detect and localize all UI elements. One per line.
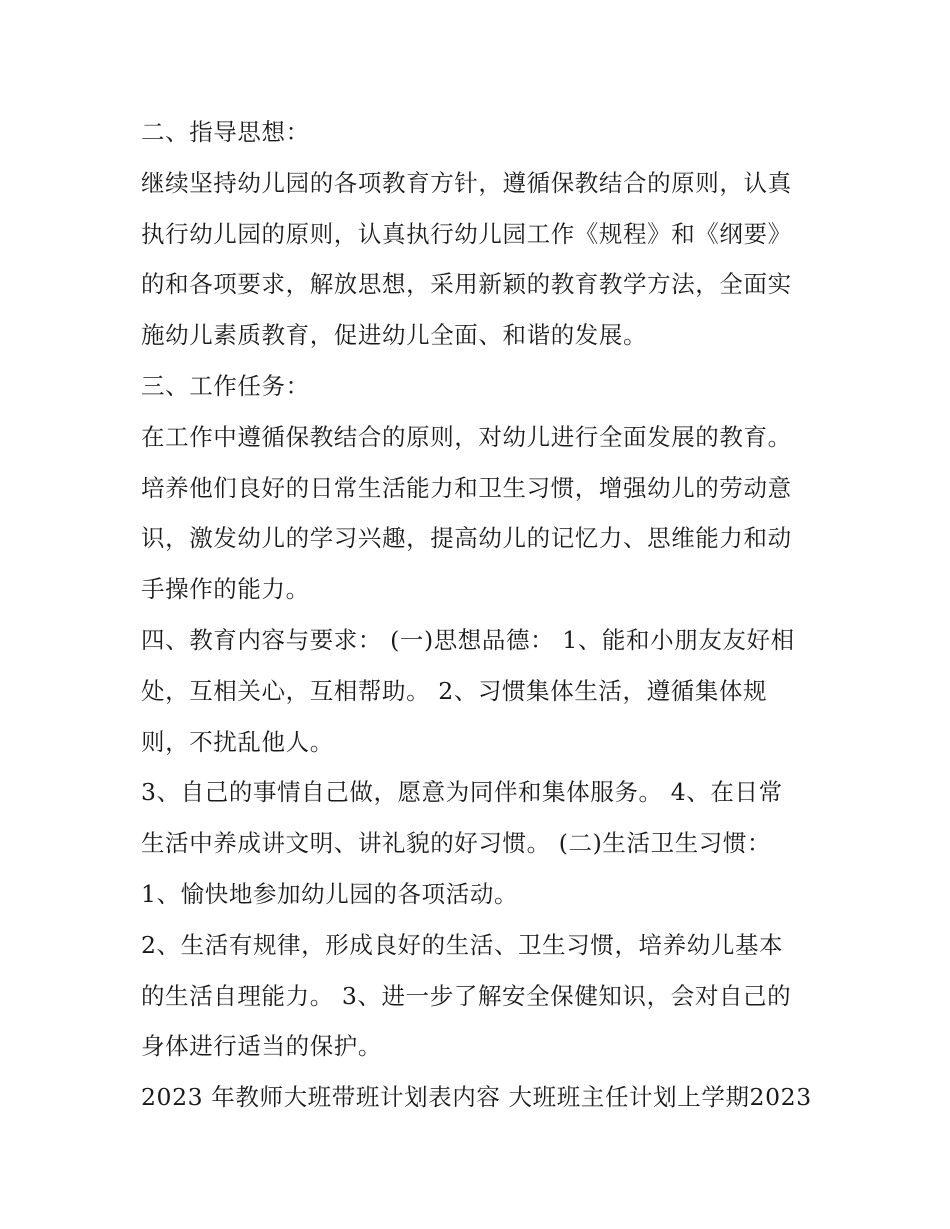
paragraph-line: 生活中养成讲文明、讲礼貌的好习惯。 (二)生活卫生习惯： [141,829,772,858]
paragraph-line: 继续坚持幼儿园的各项教育方针，遵循保教结合的原则，认真 [141,168,792,197]
paragraph-line: 则，不扰乱他人。 [141,727,334,756]
paragraph-line: 识，激发幼儿的学习兴趣，提高幼儿的记忆力、思维能力和动 [141,524,792,553]
paragraph-line: 培养他们良好的日常生活能力和卫生习惯，增强幼儿的劳动意 [141,473,792,502]
paragraph-line: 的生活自理能力。 3、进一步了解安全保健知识，会对自己的 [141,981,792,1010]
paragraph-line: 处，互相关心，互相帮助。 2、习惯集体生活，遵循集体规 [141,676,768,705]
paragraph-line: 施幼儿素质教育，促进幼儿全面、和谐的发展。 [141,321,648,350]
paragraph-line: 在工作中遵循保教结合的原则，对幼儿进行全面发展的教育。 [141,422,792,451]
paragraph-line: 2、生活有规律，形成良好的生活、卫生习惯，培养幼儿基本 [141,930,784,959]
document-body [141,107,821,1123]
paragraph-line: 3、自己的事情自己做，愿意为同伴和集体服务。 4、在日常 [141,778,783,807]
section-heading-guiding-thought: 二、指导思想： [141,118,310,146]
section-heading-work-tasks: 三、工作任务： [141,371,310,400]
paragraph-line: 身体进行适当的保护。 [141,1032,382,1061]
paragraph-line: 执行幼儿园的原则，认真执行幼儿园工作《规程》和《纲要》 [141,219,792,248]
paragraph-line: 1、愉快地参加幼儿园的各项活动。 [141,879,519,908]
paragraph-line: 手操作的能力。 [141,575,310,604]
paragraph-line: 的和各项要求，解放思想，采用新颖的教育教学方法，全面实 [141,270,792,299]
document-title-line: 2023 年教师大班带班计划表内容 大班班主任计划上学期2023 [141,1083,812,1112]
section-heading-education-content: 四、教育内容与要求： (一)思想品德： 1、能和小朋友友好相 [141,625,795,654]
